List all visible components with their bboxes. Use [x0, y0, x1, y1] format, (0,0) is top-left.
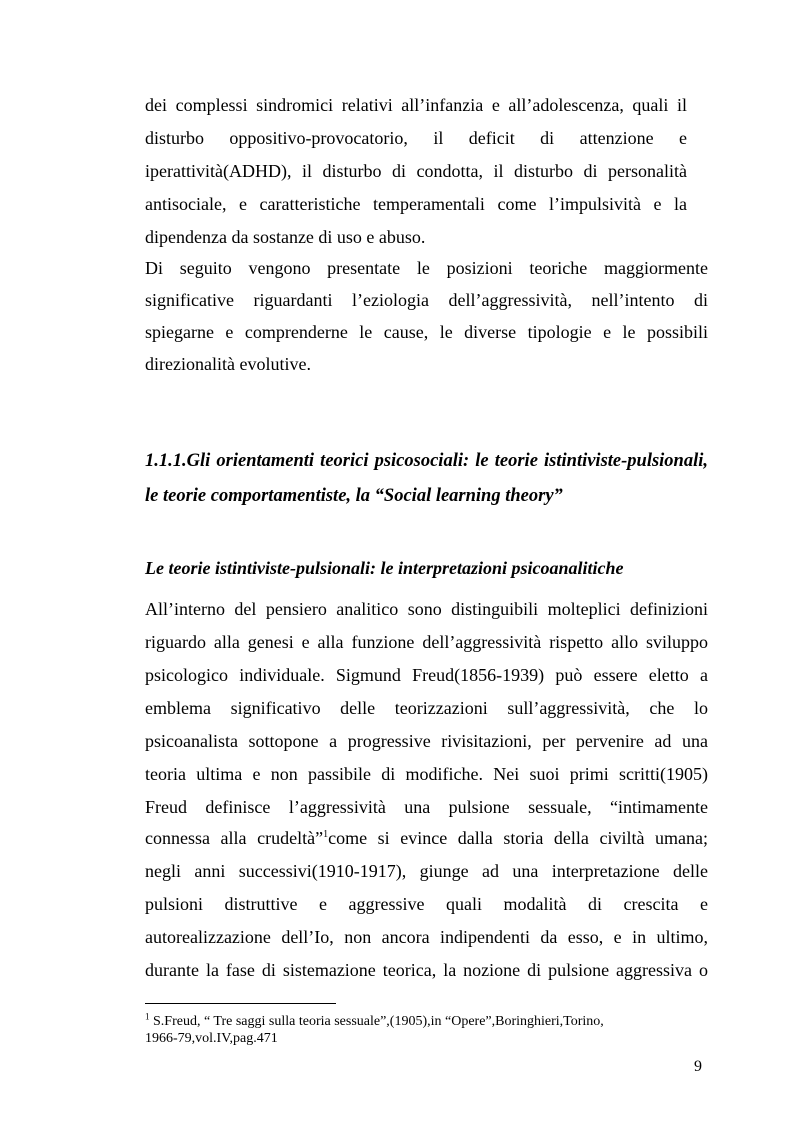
paragraph-3-line-8-after: come si evince dalla storia della civiltà umana;	[328, 828, 708, 848]
paragraph-3-line-3: psicologico individuale. Sigmund Freud(1856-1939) può essere eletto a	[145, 665, 708, 685]
paragraph-3-line-8-before: connessa alla crudeltà”	[145, 828, 324, 848]
paragraph-1-line-4: antisociale, e caratteristiche temperamentali come l’impulsività e la	[145, 194, 687, 214]
paragraph-3-line-2: riguardo alla genesi e alla funzione dell’aggressività rispetto allo sviluppo	[145, 632, 708, 652]
section-heading-line-2: le teorie comportamentiste, la “Social learning theory”	[145, 486, 563, 506]
paragraph-3-line-11: autorealizzazione dell’Io, non ancora indipendenti da esso, e in ultimo,	[145, 927, 708, 947]
paragraph-2-line-4: direzionalità evolutive.	[145, 354, 311, 374]
paragraph-1-line-2: disturbo oppositivo-provocatorio, il deficit di attenzione e	[145, 128, 687, 148]
paragraph-3-line-4: emblema significativo delle teorizzazioni sull’aggressività, che lo	[145, 698, 708, 718]
paragraph-2-line-3: spiegarne e comprenderne le cause, le diverse tipologie e le possibili	[145, 322, 708, 342]
section-heading-line-1: 1.1.1.Gli orientamenti teorici psicosociali: le teorie istintiviste-pulsionali,	[145, 451, 708, 471]
footnote-line-2: 1966-79,vol.IV,pag.471	[145, 1031, 278, 1046]
paragraph-2-line-1: Di seguito vengono presentate le posizioni teoriche maggiormente	[145, 258, 708, 278]
footnote-line-1	[145, 1013, 604, 1031]
paragraph-1-line-1: dei complessi sindromici relativi all’infanzia e all’adolescenza, quali il	[145, 95, 687, 115]
paragraph-3-line-9: negli anni successivi(1910-1917), giunge ad una interpretazione delle	[145, 861, 708, 881]
paragraph-2-line-2: significative riguardanti l’eziologia dell’aggressività, nell’intento di	[145, 290, 708, 310]
paragraph-3-line-7: Freud definisce l’aggressività una pulsione sessuale, “intimamente	[145, 797, 708, 817]
paragraph-1-line-5: dipendenza da sostanze di uso e abuso.	[145, 227, 426, 247]
page-number: 9	[694, 1058, 702, 1075]
paragraph-3-line-6: teoria ultima e non passibile di modifiche. Nei suoi primi scritti(1905)	[145, 764, 708, 784]
subsection-heading: Le teorie istintiviste-pulsionali: le interpretazioni psicoanalitiche	[145, 558, 624, 578]
paragraph-3-line-10: pulsioni distruttive e aggressive quali modalità di crescita e	[145, 894, 708, 914]
paragraph-3-line-1: All’interno del pensiero analitico sono distinguibili molteplici definizioni	[145, 599, 708, 619]
paragraph-3-line-12: durante la fase di sistemazione teorica, la nozione di pulsione aggressiva o	[145, 960, 708, 980]
paragraph-3-line-5: psicoanalista sottopone a progressive rivisitazioni, per pervenire ad una	[145, 731, 708, 751]
footnote-reference: 1	[323, 829, 329, 840]
footnote-separator	[145, 1003, 336, 1004]
footnote-text-1: S.Freud, “ Tre saggi sulla teoria sessuale”,(1905),in “Opere”,Boringhieri,Torino,	[149, 1014, 604, 1029]
footnote-number: 1	[145, 1011, 150, 1022]
paragraph-3-line-8	[145, 827, 708, 849]
paragraph-1-line-3: iperattività(ADHD), il disturbo di condotta, il disturbo di personalità	[145, 161, 687, 181]
